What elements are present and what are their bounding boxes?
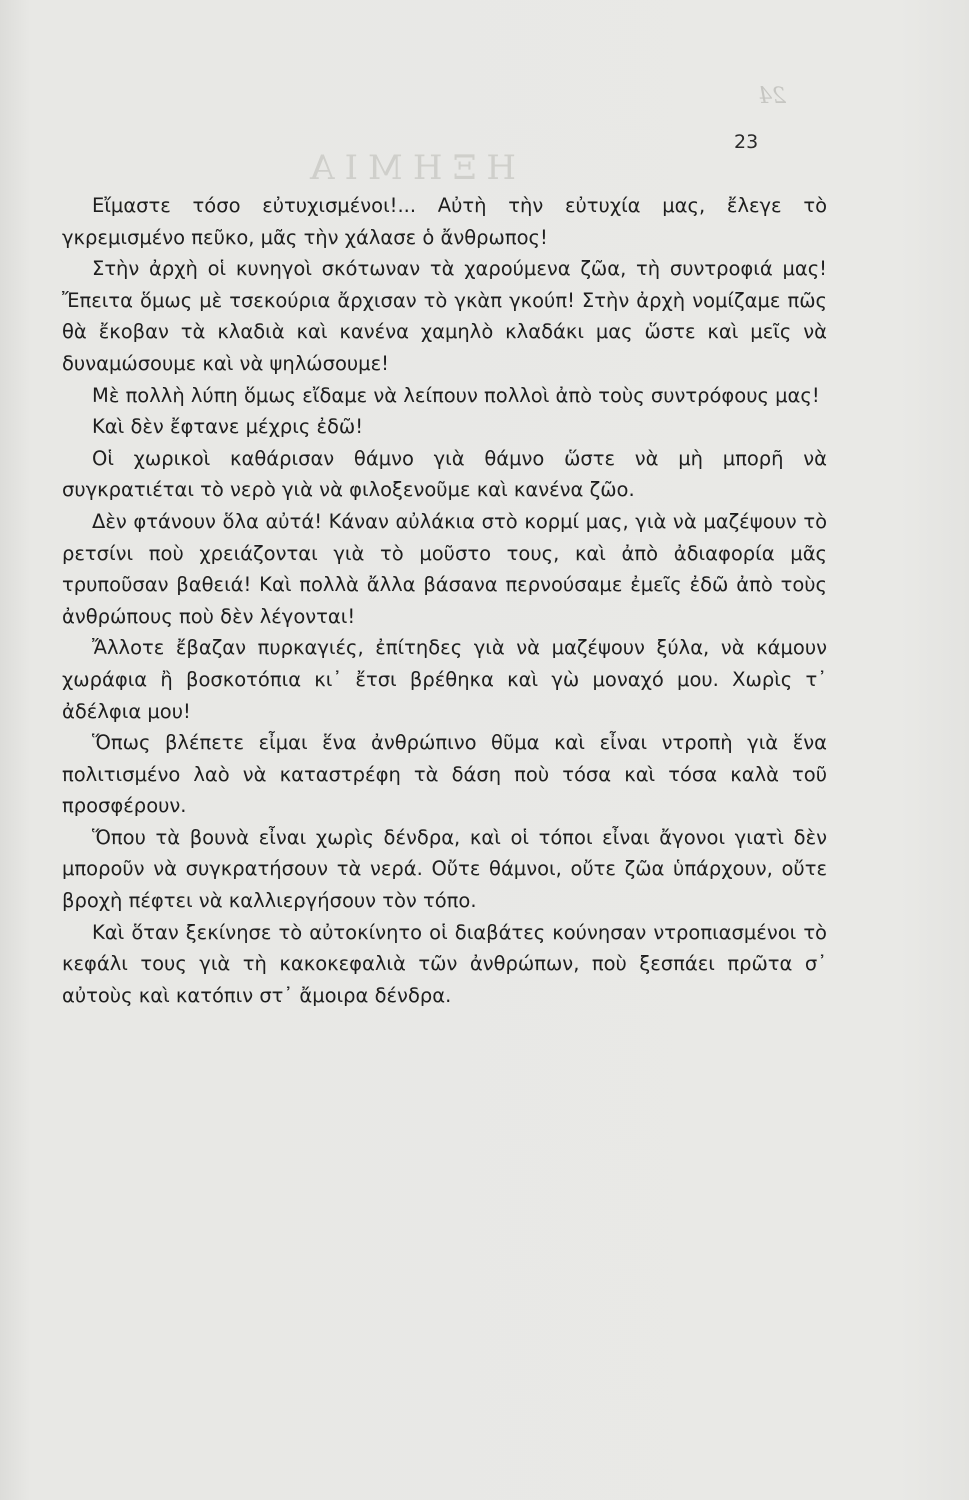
paragraph: Δὲν φτάνουν ὅλα αὐτά! Κάναν αὐλάκια στὸ κορμί μας, γιὰ νὰ μαζέψουν τὸ ρετσίνι ποὺ χρειάζονται γιὰ τὸ μοῦστο τους, καὶ ἀπὸ ἀδιαφορία μᾶς τρυποῦσαν βαθειά! Καὶ πολλὰ ἄλλα βάσανα περνούσαμε ἐμεῖς ἐδῶ ἀπὸ τοὺς ἀνθρώπους ποὺ δὲν λέγονται!: [62, 509, 827, 628]
paragraph: Εἴμαστε τόσο εὐτυχισμένοι!... Αὐτὴ τὴν εὐτυχία μας, ἔλεγε τὸ γκρεμισμένο πεῦκο, μᾶς τὴν χάλασε ὁ ἄνθρωπος!: [62, 194, 827, 249]
paragraph: Καὶ ὅταν ξεκίνησε τὸ αὐτοκίνητο οἱ διαβάτες κούνησαν ντροπιασμένοι τὸ κεφάλι τους γιὰ τὴ κακοκεφαλιὰ τῶν ἀνθρώπων, ποὺ ξεσπάει πρῶτα σ᾿ αὐτοὺς καὶ κατόπιν στ᾿ ἄμοιρα δένδρα.: [62, 920, 827, 1007]
paragraph: Μὲ πολλὴ λύπη ὅμως εἴδαμε νὰ λείπουν πολλοὶ ἀπὸ τοὺς συντρόφους μας!: [92, 383, 820, 407]
paragraph: Ἄλλοτε ἔβαζαν πυρκαγιές, ἐπίτηδες γιὰ νὰ μαζέψουν ξύλα, νὰ κάμουν χωράφια ἢ βοσκοτόπια κι᾿ ἔτσι βρέθηκα καὶ γὼ μοναχό μου. Χωρὶς τ᾿ ἀδέλφια μου!: [62, 636, 827, 723]
bleed-through-heading: ΗΞΗΜΙΑ: [300, 148, 517, 188]
page-number: 23: [734, 131, 759, 153]
body-text: [62, 190, 827, 1011]
paragraph: Οἱ χωρικοὶ καθάρισαν θάμνο γιὰ θάμνο ὥστε νὰ μὴ μπορῆ νὰ συγκρατιέται τὸ νερὸ γιὰ νὰ φιλοξενοῦμε καὶ κανένα ζῶο.: [62, 446, 827, 502]
paragraph: Στὴν ἀρχὴ οἱ κυνηγοὶ σκότωναν τὰ χαρούμενα ζῶα, τὴ συντροφιά μας! Ἔπειτα ὅμως μὲ τσεκούρια ἄρχισαν τὸ γκὰπ γκούπ! Στὴν ἀρχὴ νομίζαμε πῶς θὰ ἔκοβαν τὰ κλαδιὰ καὶ κανένα χαμηλὸ κλαδάκι μας ὥστε καὶ μεῖς νὰ δυναμώσουμε καὶ νὰ ψηλώσουμε!: [62, 257, 827, 375]
paragraph: Ὅπου τὰ βουνὰ εἶναι χωρὶς δένδρα, καὶ οἱ τόποι εἶναι ἄγονοι γιατὶ δὲν μποροῦν νὰ συγκρατήσουν τὰ νερά. Οὔτε θάμνοι, οὔτε ζῶα ὑπάρχουν, οὔτε βροχὴ πέφτει νὰ καλλιεργήσουν τὸν τόπο.: [62, 825, 827, 913]
bleed-through-page-number: 24: [758, 84, 786, 109]
paragraph: Ὅπως βλέπετε εἶμαι ἕνα ἀνθρώπινο θῦμα καὶ εἶναι ντροπὴ γιὰ ἕνα πολιτισμένο λαὸ νὰ καταστρέφη τὰ δάση ποὺ τόσα καὶ τόσα καλὰ τοῦ προσφέρουν.: [62, 731, 827, 818]
paragraph: Καὶ δὲν ἔφτανε μέχρις ἐδῶ!: [92, 415, 364, 439]
